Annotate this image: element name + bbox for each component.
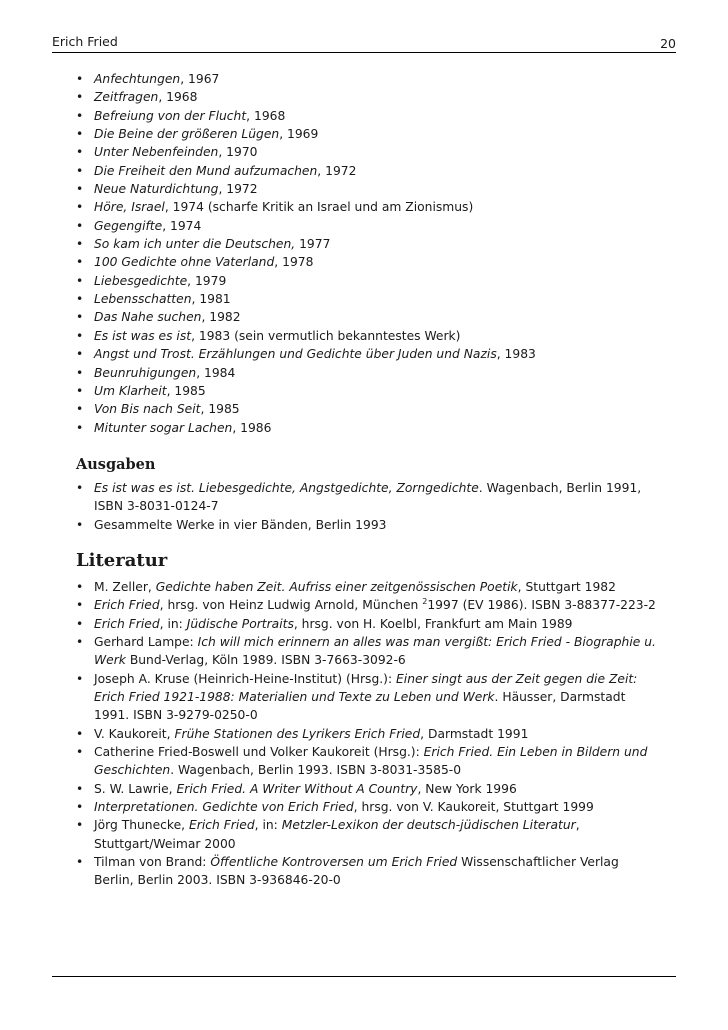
list-item: • Lebensschatten, 1981 xyxy=(76,292,231,307)
list-item: • Das Nahe suchen, 1982 xyxy=(76,310,241,325)
literatur-list xyxy=(76,578,656,890)
list-item: • Höre, Israel, 1974 (scharfe Kritik an Israel und am Zionismus) xyxy=(76,200,474,215)
list-item: • Tilman von Brand: Öffentliche Kontroversen um Erich Fried Wissenschaftlicher Verlag Berlin, Berlin 2003. ISBN 3-936846-20-0 xyxy=(76,855,619,888)
list-item: • 100 Gedichte ohne Vaterland, 1978 xyxy=(76,255,314,270)
running-title: Erich Fried xyxy=(52,34,118,49)
list-item: • Es ist was es ist, 1983 (sein vermutlich bekanntestes Werk) xyxy=(76,328,461,343)
list-item: • Mitunter sogar Lachen, 1986 xyxy=(76,420,272,435)
list-item: • Erich Fried, hrsg. von Heinz Ludwig Arnold, München $^2$1997 (EV 1986). ISBN 3-88377-223-2 xyxy=(76,597,656,613)
footer-rule xyxy=(52,976,676,977)
list-item: • Zeitfragen, 1968 xyxy=(76,90,198,105)
list-item: • Joseph A. Kruse (Heinrich-Heine-Institut) (Hrsg.): Einer singt aus der Zeit gegen die Zeit: Erich Fried 1921-1988: Materialien und Texte zu Leben und Werk. Häusser, Darmstadt 1991. ISBN 3-9279-0250-0 xyxy=(76,671,638,723)
list-item: • Gerhard Lampe: Ich will mich erinnern an alles was man vergißt: Erich Fried - Biographie u. Werk Bund-Verlag, Köln 1989. ISBN 3-7663-3092-6 xyxy=(76,634,656,668)
page-content xyxy=(76,70,656,890)
list-item: • Befreiung von der Flucht, 1968 xyxy=(76,108,286,123)
list-item: • S. W. Lawrie, Erich Fried. A Writer Without A Country, New York 1996 xyxy=(76,781,517,796)
page-number: 20 xyxy=(660,36,676,51)
works-list xyxy=(76,70,656,437)
list-item: • Die Beine der größeren Lügen, 1969 xyxy=(76,127,319,142)
list-item: • Catherine Fried-Boswell und Volker Kaukoreit (Hrsg.): Erich Fried. Ein Leben in Bildern und Geschichten. Wagenbach, Berlin 1993. ISBN 3-8031-3585-0 xyxy=(76,745,648,778)
list-item: • So kam ich unter die Deutschen, 1977 xyxy=(76,237,331,252)
list-item: • Beunruhigungen, 1984 xyxy=(76,365,236,380)
list-item: • M. Zeller, Gedichte haben Zeit. Aufriss einer zeitgenössischen Poetik, Stuttgart 1982 xyxy=(76,579,616,594)
ausgaben-list xyxy=(76,479,656,534)
list-item: • Liebesgedichte, 1979 xyxy=(76,273,227,288)
list-item: • Von Bis nach Seit, 1985 xyxy=(76,402,240,417)
section-heading-literatur: Literatur xyxy=(76,549,168,571)
list-item: • Gesammelte Werke in vier Bänden, Berlin 1993 xyxy=(76,517,387,532)
list-item: • Unter Nebenfeinden, 1970 xyxy=(76,145,258,160)
list-item: • V. Kaukoreit, Frühe Stationen des Lyrikers Erich Fried, Darmstadt 1991 xyxy=(76,726,529,741)
list-item: • Es ist was es ist. Liebesgedichte, Angstgedichte, Zorngedichte. Wagenbach, Berlin 1991, ISBN 3-8031-0124-7 xyxy=(76,480,642,514)
list-item: • Anfechtungen, 1967 xyxy=(76,72,220,86)
header-rule xyxy=(52,52,676,53)
list-item: • Angst und Trost. Erzählungen und Gedichte über Juden und Nazis, 1983 xyxy=(76,347,536,362)
list-item: • Erich Fried, in: Jüdische Portraits, hrsg. von H. Koelbl, Frankfurt am Main 1989 xyxy=(76,616,573,631)
section-heading-ausgaben: Ausgaben xyxy=(76,455,156,473)
list-item: • Um Klarheit, 1985 xyxy=(76,383,206,398)
list-item: • Gegengifte, 1974 xyxy=(76,218,202,233)
list-item: • Neue Naturdichtung, 1972 xyxy=(76,182,258,197)
list-item: • Jörg Thunecke, Erich Fried, in: Metzler-Lexikon der deutsch-jüdischen Literatur, Stuttgart/Weimar 2000 xyxy=(76,818,580,851)
list-item: • Die Freiheit den Mund aufzumachen, 1972 xyxy=(76,163,357,178)
list-item: • Interpretationen. Gedichte von Erich Fried, hrsg. von V. Kaukoreit, Stuttgart 1999 xyxy=(76,800,594,815)
page-header xyxy=(52,34,676,52)
